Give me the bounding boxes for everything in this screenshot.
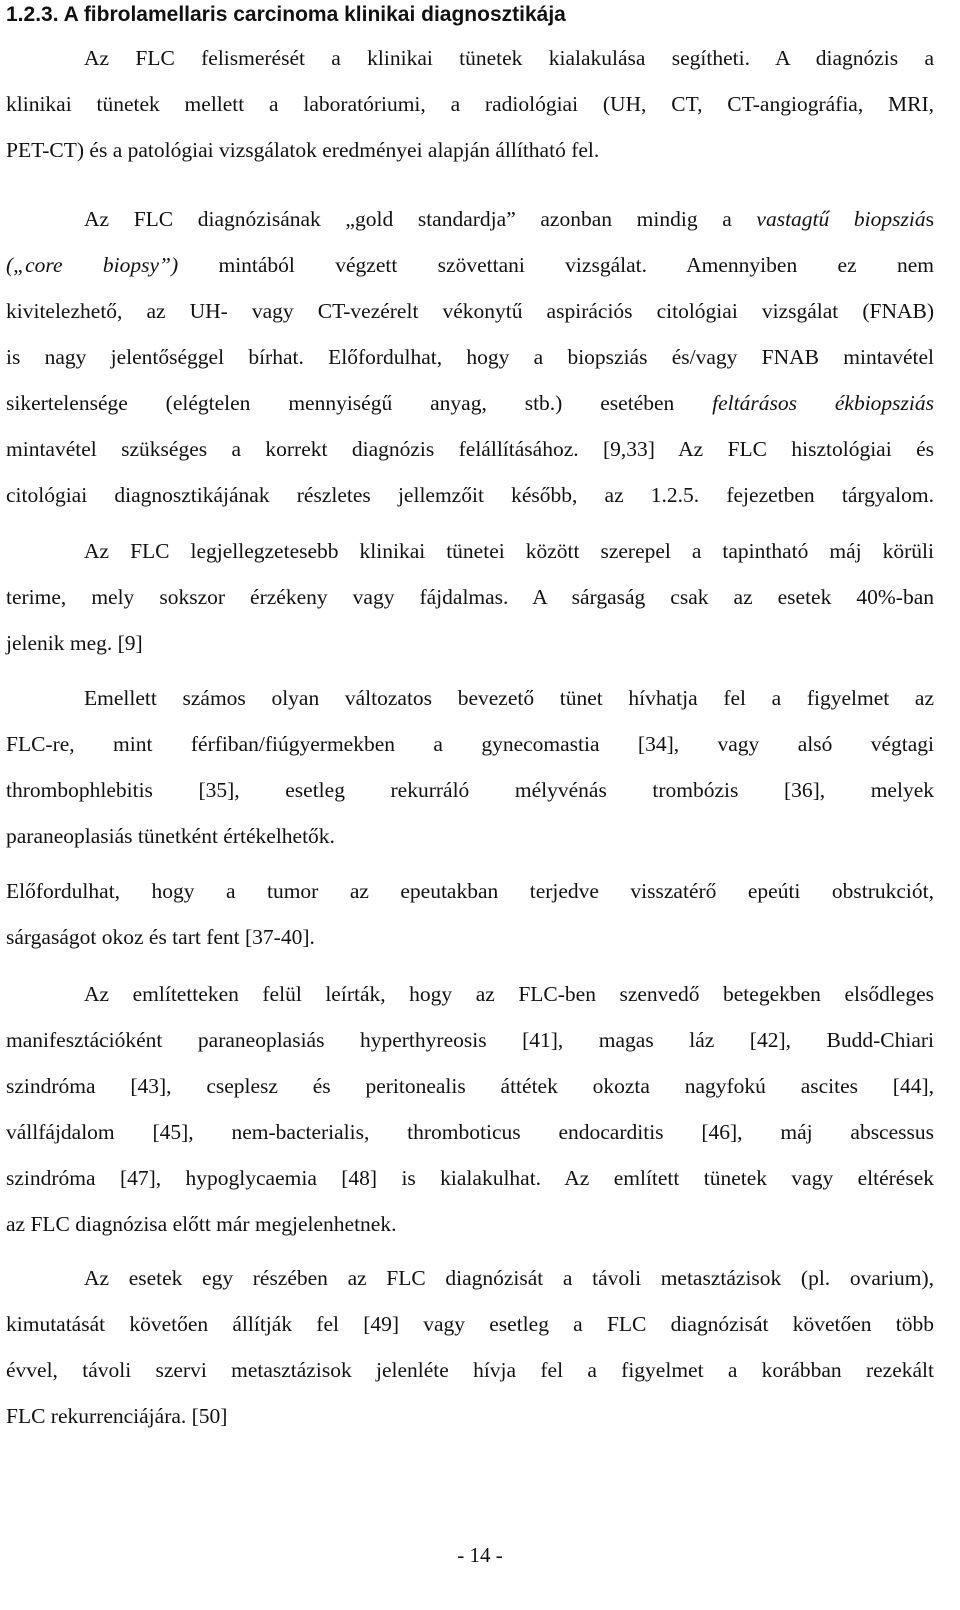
text-run: citológiai diagnosztikájának részletes jellemzőit később, az 1.2.5. fejezetben tárgyalom. — [6, 483, 934, 507]
text-line — [6, 675, 934, 721]
text-run: thrombophlebitis [35], esetleg rekurráló mélyvénás trombózis [36], melyek — [6, 778, 934, 802]
text-run: manifesztációként paraneoplasiás hyperthyreosis [41], magas láz [42], Budd-Chiari — [6, 1028, 934, 1052]
paragraph-3 — [6, 528, 934, 666]
text-line — [6, 1347, 934, 1393]
text-run: PET-CT) és a patológiai vizsgálatok eredményei alapján állítható fel. — [6, 138, 600, 162]
text-run: Az említetteken felül leírták, hogy az FLC-ben szenvedő betegekben elsődleges — [84, 982, 934, 1006]
paragraph-5 — [6, 868, 934, 960]
text-run: az FLC diagnózisa előtt már megjelenhetnek. — [6, 1212, 397, 1236]
text-line — [6, 426, 934, 472]
text-line — [6, 380, 934, 426]
text-run: kimutatását követően állítják fel [49] vagy esetleg a FLC diagnózisát követően több — [6, 1312, 934, 1336]
text-run: Az FLC legjellegzetesebb klinikai tünetei között szerepel a tapintható máj körüli — [84, 539, 934, 563]
text-run: mintavétel szükséges a korrekt diagnózis felállításához. [9,33] Az FLC hisztológiai és — [6, 437, 934, 461]
text-line — [6, 620, 934, 666]
text-line — [6, 721, 934, 767]
text-run: FLC rekurrenciájára. [50] — [6, 1404, 228, 1428]
text-run: sárgaságot okoz és tart fent [37-40]. — [6, 925, 315, 949]
text-run: szindróma [43], cseplesz és peritonealis áttétek okozta nagyfokú ascites [44], — [6, 1074, 934, 1098]
text-run: Az FLC diagnózisának „gold standardja” azonban mindig a — [84, 207, 757, 231]
text-line — [6, 813, 934, 859]
text-run: szindróma [47], hypoglycaemia [48] is kialakulhat. Az említett tünetek vagy eltérések — [6, 1166, 934, 1190]
text-run: Előfordulhat, hogy a tumor az epeutakban terjedve visszatérő epeúti obstrukciót, — [6, 879, 934, 903]
text-line — [6, 1201, 934, 1247]
text-line — [6, 196, 934, 242]
text-line — [6, 1155, 934, 1201]
text-line — [6, 971, 934, 1017]
text-line — [6, 1109, 934, 1155]
text-run: FLC-re, mint férfiban/fiúgyermekben a gynecomastia [34], vagy alsó végtagi — [6, 732, 934, 756]
text-line — [6, 81, 934, 127]
text-run: jelenik meg. [9] — [6, 631, 143, 655]
paragraph-2 — [6, 196, 934, 518]
text-run: mintából végzett szövettani vizsgálat. Amennyiben ez nem — [178, 253, 934, 277]
paragraph-7 — [6, 1255, 934, 1439]
italic-text: („core biopsy”) — [6, 253, 179, 277]
text-line — [6, 914, 934, 960]
section-heading: 1.2.3. A fibrolamellaris carcinoma klinikai diagnosztikája — [6, 3, 566, 26]
text-line — [6, 1255, 934, 1301]
paragraph-4 — [6, 675, 934, 859]
text-line — [6, 1393, 934, 1439]
text-line — [6, 574, 934, 620]
paragraph-6 — [6, 971, 934, 1247]
italic-text: feltárásos ékbiopsziás — [712, 391, 934, 415]
text-line — [6, 868, 934, 914]
text-line — [6, 288, 934, 334]
text-line — [6, 1063, 934, 1109]
text-line — [6, 242, 934, 288]
text-run: terime, mely sokszor érzékeny vagy fájdalmas. A sárgaság csak az esetek 40%-ban — [6, 585, 934, 609]
text-run: s — [925, 207, 934, 231]
page-number: - 14 - — [457, 1543, 503, 1567]
text-line — [6, 127, 934, 173]
text-run: paraneoplasiás tünetként értékelhetők. — [6, 824, 335, 848]
text-run: Az esetek egy részében az FLC diagnózisát a távoli metasztázisok (pl. ovarium), — [84, 1266, 934, 1290]
italic-text: vastagtű biopsziá — [756, 207, 926, 231]
text-run: klinikai tünetek mellett a laboratóriumi, a radiológiai (UH, CT, CT-angiográfia, MRI, — [6, 92, 934, 116]
text-run: Emellett számos olyan változatos bevezető tünet hívhatja fel a figyelmet az — [84, 686, 934, 710]
text-run: Az FLC felismerését a klinikai tünetek kialakulása segítheti. A diagnózis a — [84, 46, 934, 70]
text-line — [6, 472, 934, 518]
text-run: vállfájdalom [45], nem-bacterialis, thromboticus endocarditis [46], máj abscessus — [6, 1120, 934, 1144]
text-line — [6, 334, 934, 380]
text-line — [6, 1017, 934, 1063]
text-line — [6, 1301, 934, 1347]
paragraph-1 — [6, 35, 934, 173]
text-run: kivitelezhető, az UH- vagy CT-vezérelt vékonytű aspirációs citológiai vizsgálat (FNAB) — [6, 299, 934, 323]
text-line — [6, 528, 934, 574]
text-line — [6, 767, 934, 813]
text-line — [6, 35, 934, 81]
text-run: évvel, távoli szervi metasztázisok jelenléte hívja fel a figyelmet a korábban rezekált — [6, 1358, 934, 1382]
text-run: sikertelensége (elégtelen mennyiségű anyag, stb.) esetében — [6, 391, 713, 415]
text-run: is nagy jelentőséggel bírhat. Előfordulhat, hogy a biopsziás és/vagy FNAB mintavétel — [6, 345, 934, 369]
